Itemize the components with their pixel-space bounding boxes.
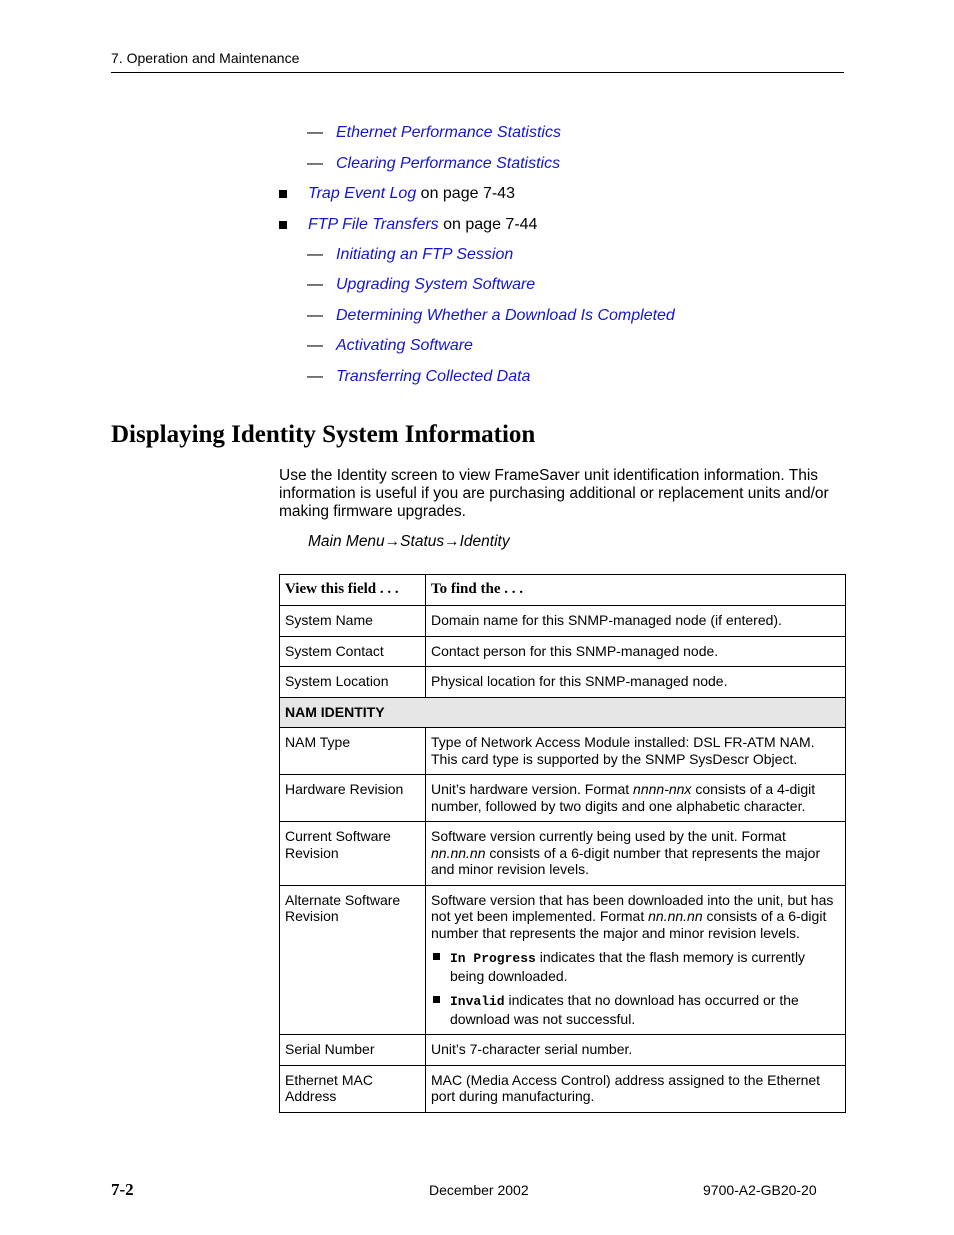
column-header-field: View this field . . . (280, 575, 426, 606)
status-code: In Progress (450, 951, 536, 966)
field-name: System Location (280, 667, 426, 698)
table-row (280, 885, 846, 1035)
dash: — (307, 155, 323, 172)
toc-link-determining-download-completed[interactable]: Determining Whether a Download Is Completed (336, 307, 675, 324)
column-header-description: To find the . . . (426, 575, 846, 606)
table-row (280, 822, 846, 886)
toc-link-clearing-performance-statistics[interactable]: Clearing Performance Statistics (336, 155, 561, 172)
field-name: Hardware Revision (280, 775, 426, 822)
field-name: Ethernet MAC Address (280, 1065, 426, 1112)
dash: — (307, 307, 323, 324)
toc-page-ref: on page 7-44 (438, 216, 538, 233)
running-header: 7. Operation and Maintenance (111, 50, 300, 66)
field-description: Type of Network Access Module installed: DSL FR-ATM NAM. This card type is supported by the SNMP SysDescr Object. (426, 728, 846, 775)
intro-paragraph: Use the Identity screen to view FrameSaver unit identification information. This information is useful if you are purchasing additional or replacement units and/or making firmware upgrades. (279, 467, 829, 520)
dash: — (307, 124, 323, 141)
field-name: Serial Number (280, 1035, 426, 1066)
field-name: System Name (280, 606, 426, 637)
dash: — (307, 337, 323, 354)
field-description: Unit’s 7-character serial number. (426, 1035, 846, 1066)
field-description: Physical location for this SNMP-managed node. (426, 667, 846, 698)
field-description: Contact person for this SNMP-managed node. (426, 636, 846, 667)
field-name: NAM Type (280, 728, 426, 775)
format-code: nn.nn.nn (431, 844, 486, 861)
status-values-list (431, 949, 839, 1027)
text-segment: consists of a 6-digit number that represents the major and minor revision levels. (431, 844, 821, 877)
text-segment: consists of a 4-digit number, followed by two digits and one alphabetic character. (431, 781, 816, 814)
toc-link-trap-event-log[interactable]: Trap Event Log (308, 185, 417, 202)
table-row (280, 775, 846, 822)
table-row (280, 1065, 846, 1112)
text-segment: indicates that no download has occurred or the download was not successful. (450, 992, 799, 1027)
footer-date: December 2002 (429, 1182, 529, 1198)
field-name: Alternate Software Revision (280, 885, 426, 1035)
table-row (280, 667, 846, 698)
field-description (426, 822, 846, 886)
field-description: Domain name for this SNMP-managed node (if entered). (426, 606, 846, 637)
format-code: nnnn-nnx (633, 781, 692, 797)
text-segment: Unit’s hardware version. Format (431, 781, 634, 797)
group-heading: NAM IDENTITY (280, 697, 846, 728)
status-code: Invalid (450, 994, 505, 1009)
toc-page-ref: on page 7-43 (416, 185, 515, 202)
table-row (280, 1035, 846, 1066)
dash: — (307, 246, 323, 263)
list-item (431, 992, 839, 1027)
toc-link-activating-software[interactable]: Activating Software (336, 337, 473, 354)
menu-path: Main Menu→Status→Identity (308, 533, 510, 550)
text-segment: Software version that has been downloaded into the unit, but has not yet been implemented. Format (431, 891, 834, 924)
text-segment: indicates that the flash memory is currently being downloaded. (450, 949, 806, 984)
toc-link-transferring-collected-data[interactable]: Transferring Collected Data (336, 368, 531, 385)
toc-link-ftp-file-transfers[interactable]: FTP File Transfers (308, 216, 439, 233)
format-code: nn.nn.nn (648, 908, 703, 924)
table-row (280, 636, 846, 667)
table-header-row (280, 575, 846, 606)
field-name: Current Software Revision (280, 822, 426, 886)
text-segment: consists of a 6-digit number that represents the major and minor revision levels. (431, 908, 827, 941)
header-rule (111, 72, 844, 73)
document-number: 9700-A2-GB20-20 (703, 1182, 817, 1198)
table-group-row (280, 697, 846, 728)
square-bullet-icon (279, 190, 287, 198)
text-segment: Software version currently being used by the unit. Format (431, 828, 786, 844)
field-description (426, 775, 846, 822)
toc-link-initiating-ftp-session[interactable]: Initiating an FTP Session (336, 246, 514, 263)
square-bullet-icon (279, 221, 287, 229)
page-number: 7-2 (111, 1180, 134, 1199)
toc-link-upgrading-system-software[interactable]: Upgrading System Software (336, 276, 536, 293)
list-item (431, 949, 839, 984)
field-name: System Contact (280, 636, 426, 667)
table-row (280, 728, 846, 775)
field-description: MAC (Media Access Control) address assigned to the Ethernet port during manufacturing. (426, 1065, 846, 1112)
toc-link-ethernet-performance-statistics[interactable]: Ethernet Performance Statistics (336, 124, 561, 141)
identity-fields-table (279, 574, 846, 1113)
table-row (280, 606, 846, 637)
dash: — (307, 276, 323, 293)
dash: — (307, 368, 323, 385)
field-description (426, 885, 846, 1035)
section-title: Displaying Identity System Information (111, 421, 536, 448)
